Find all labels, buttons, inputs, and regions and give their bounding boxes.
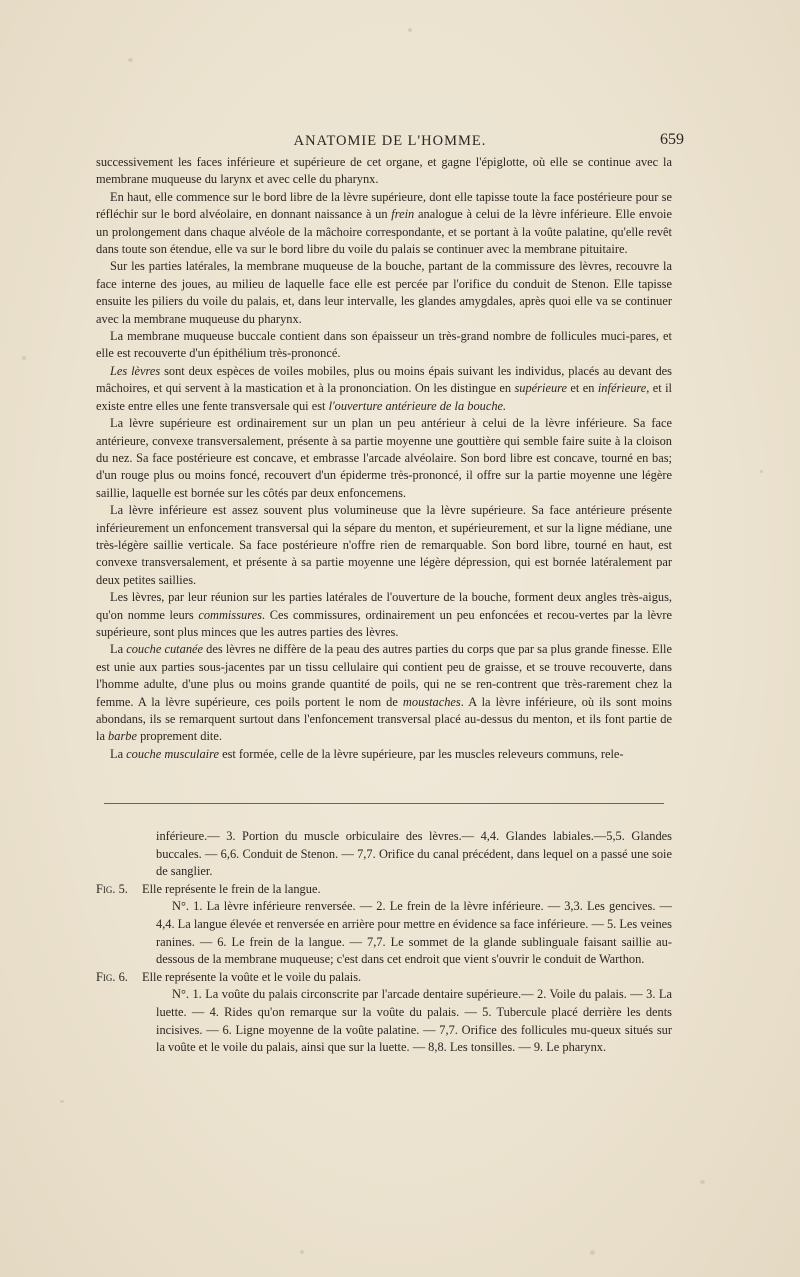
- foxing-spot: [128, 58, 133, 62]
- italic-term: couche cutanée: [126, 642, 204, 657]
- italic-term: barbe: [108, 729, 137, 744]
- italic-term: inférieure: [597, 381, 647, 396]
- italic-term: supérieure: [514, 381, 568, 396]
- figure-5-heading: [96, 881, 672, 899]
- italic-term: Les lèvres: [110, 363, 161, 378]
- paragraph: [96, 746, 672, 763]
- foxing-spot: [590, 1250, 595, 1255]
- paragraph: [96, 641, 672, 745]
- running-header: [96, 131, 684, 153]
- paragraph-text: Les lèvres, par leur réunion sur les parties latérales de l'ouverture de la bouche, forment deux angles très-aigus, qu'on nomme leurs: [96, 590, 672, 622]
- paragraph-text: . A la lèvre inférieure, où ils sont moins abondans, ils se remarquent surtout dans l'enfoncement transversal placé au-dessus du menton, et ils font partie de la: [96, 694, 672, 744]
- paragraph: [96, 258, 672, 328]
- paragraph-text: . Ces commissures, ordinairement un peu enfoncées et recou-vertes par la lèvre supérieure, sont plus minces que les autres parties des lèvres.: [96, 607, 672, 639]
- paragraph-text: est formée, celle de la lèvre supérieure, par les muscles releveurs communs, rele-: [218, 746, 624, 761]
- figure-legends: [96, 828, 672, 1057]
- italic-term: moustaches: [402, 694, 461, 709]
- italic-term: frein: [391, 207, 415, 222]
- paragraph-text: proprement dite.: [136, 729, 222, 744]
- foxing-spot: [760, 470, 763, 473]
- foxing-spot: [408, 28, 412, 32]
- paragraph: [96, 154, 672, 189]
- paragraph-text: La: [110, 642, 127, 657]
- paragraph-text: sont deux espèces de voiles mobiles, plus ou moins épais suivant les individus, placés au devant des mâchoires, et qui servent à la mastication et à la prononciation. On les distingue en: [96, 363, 673, 396]
- figure-6-heading: [96, 969, 672, 987]
- figure-label: Fig. 6.: [96, 969, 128, 984]
- page-number: 659: [660, 131, 684, 148]
- foxing-spot: [22, 356, 26, 360]
- figure-6-items: N°. 1. La voûte du palais circonscrite par l'arcade dentaire supérieure.— 2. Voile du palais. — 3. La luette. — 4. Rides qu'on remarque sur la voûte du palais. — 5. Tubercule placé derrière les dents incisives. — 6. Ligne moyenne de la voûte palatine. — 7,7. Orifice des follicules mu-queux situés sur la voûte et le voile du palais, ainsi que sur la luette. — 8,8. Les tonsilles. — 9. Le pharynx.: [156, 987, 672, 1055]
- paragraph-text: et en: [567, 381, 598, 396]
- paragraph: [96, 502, 672, 589]
- paragraph-text: Sur les parties latérales, la membrane muqueuse de la bouche, partant de la commissure des lèvres, recouvre la face interne des joues, au milieu de laquelle face elle est percée par l'orifice du conduit de Stenon. Elle tapisse ensuite les piliers du voile du palais, et, dans leur intervalle, les glandes amygdales, après quoi elle va se continuer avec la membrane muqueuse du pharynx.: [96, 259, 672, 326]
- page-title: ANATOMIE DE L'HOMME.: [293, 133, 487, 149]
- foxing-spot: [700, 1180, 705, 1184]
- paragraph: [96, 189, 672, 259]
- paragraph-text: successivement les faces inférieure et supérieure de cet organe, et gagne l'épiglotte, où elle se continue avec la membrane muqueuse du larynx et avec celle du pharynx.: [96, 155, 672, 187]
- italic-term: l'ouverture antérieure de la bouche.: [328, 398, 507, 413]
- paragraph: [96, 589, 672, 641]
- paragraph: [96, 415, 672, 502]
- paragraph-text: des lèvres ne diffère de la peau des autres parties du corps que par sa plus grande finesse. Elle est unie aux parties sous-jacentes par un tissu cellulaire qui contient peu de graisse, et se trouve recouverte, dans l'homme adulte, d'une plus ou moins grande quantité de poils, qui ne se ren-contrent que très-rarement chez la femme. A la lèvre supérieure, ces poils portent le nom de: [96, 642, 672, 709]
- paragraph-text: La lèvre inférieure est assez souvent plus volumineuse que la lèvre supérieure. Sa face antérieure présente inférieurement un enfoncement transversal qui la sépare du menton, et supérieurement, et sur la ligne médiane, une très-légère saillie verticale. Sa face postérieure n'offre rien de remarquable. Son bord libre, tourné en haut, est convexe transversalement, et présente à sa partie moyenne une légère dépression, qui est bornée latéralement par deux petites saillies.: [96, 503, 672, 587]
- paragraph: [96, 328, 672, 363]
- paragraph-text: En haut, elle commence sur le bord libre de la lèvre supérieure, dont elle tapisse toute la face postérieure pour se réfléchir sur le bord alvéolaire, en donnant naissance à un: [96, 189, 672, 222]
- italic-term: commissures: [198, 607, 262, 622]
- paragraph-text: , et il existe entre elles une fente transversale qui est: [96, 381, 672, 413]
- foxing-spot: [300, 1250, 304, 1254]
- paragraph-text: analogue à celui de la lèvre inférieure. Elle envoie un prolongement dans chaque alvéole de la mâchoire correspondante, et se portant à la voûte palatine, qu'elle revêt dans toute son étendue, elle va sur le bord libre du voile du palais se continuer avec la membrane pituitaire.: [96, 207, 673, 257]
- figure-description: Elle représente le frein de la langue.: [142, 881, 321, 896]
- footnote-divider: [104, 803, 664, 804]
- paragraph-text: La lèvre supérieure est ordinairement sur un plan un peu antérieur à celui de la lèvre inférieure. Sa face antérieure, convexe transversalement, présente à sa partie moyenne une gouttière qui semble faire suite à la cloison du nez. Sa face postérieure est concave, et embrasse l'arcade alvéolaire. Son bord libre est concave, tourné en bas; d'un rouge plus ou moins foncé, recouvert d'un épiderme très-prononcé, il offre sur la partie moyenne une légère saillie, laquelle est bornée sur les côtés par deux enfoncemens.: [96, 416, 672, 500]
- paragraph-text: La: [110, 746, 127, 761]
- figure-label: Fig. 5.: [96, 881, 128, 896]
- figure-description: Elle représente la voûte et le voile du palais.: [142, 969, 362, 984]
- italic-term: couche musculaire: [126, 746, 219, 761]
- foxing-spot: [60, 1100, 64, 1103]
- paragraph: [96, 363, 672, 415]
- legend-continuation: inférieure.— 3. Portion du muscle orbiculaire des lèvres.— 4,4. Glandes labiales.—5,5. Glandes buccales. — 6,6. Conduit de Stenon. — 7,7. Orifice du canal précédent, dans lequel on a passé une soie de sanglier.: [156, 829, 672, 879]
- main-text: [96, 154, 672, 763]
- paragraph-text: La membrane muqueuse buccale contient dans son épaisseur un très-grand nombre de follicules muci-pares, et elle est recouverte d'un épithélium très-prononcé.: [96, 329, 672, 361]
- figure-5-items: N°. 1. La lèvre inférieure renversée. — 2. Le frein de la lèvre inférieure. — 3,3. Les gencives. — 4,4. La langue élevée et renversée en arrière pour mettre en évidence sa face inférieure. — 5. Les veines ranines. — 6. Le frein de la langue. — 7,7. Le sommet de la glande sublinguale faisant saillie au-dessous de la membrane muqueuse; c'est dans cet endroit que vient s'ouvrir le conduit de Warthon.: [156, 899, 673, 967]
